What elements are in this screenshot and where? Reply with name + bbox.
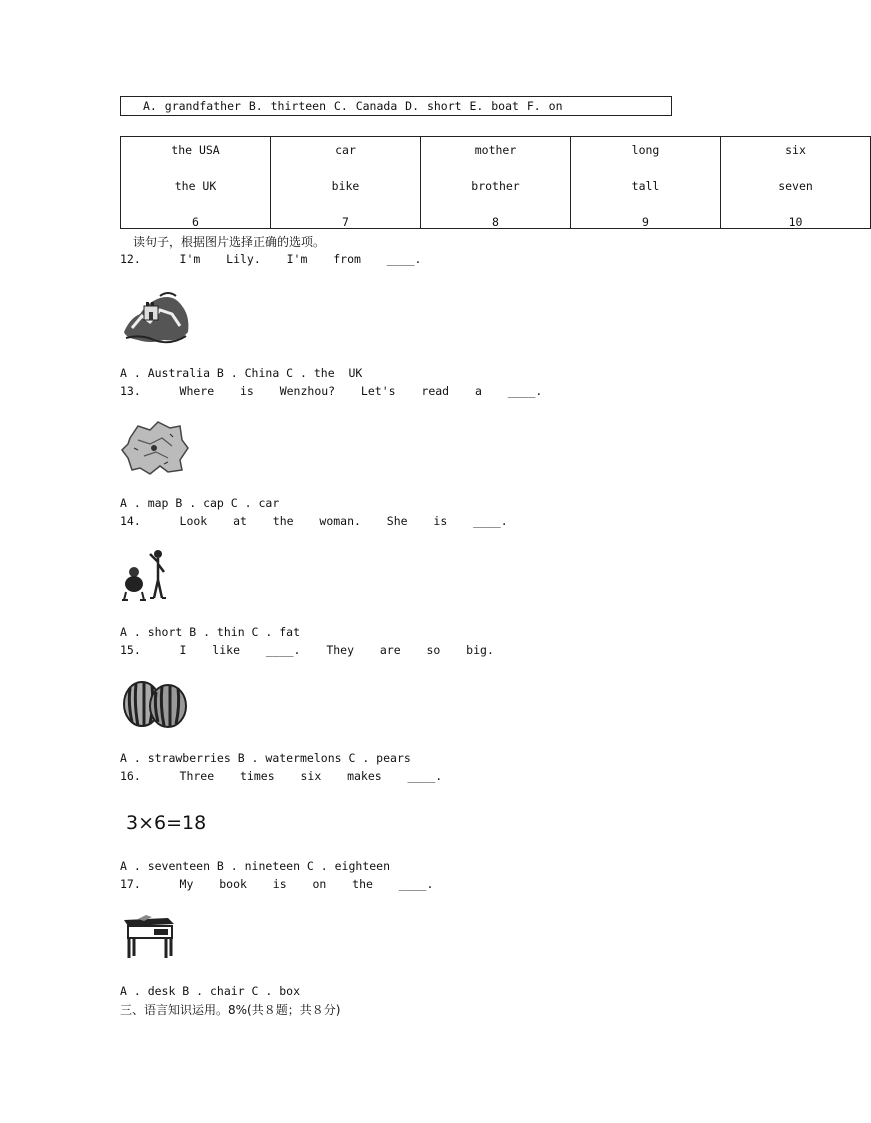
map-icon <box>120 418 190 481</box>
word-grid-table <box>120 136 871 229</box>
grid-word-2: tall <box>631 179 660 193</box>
grid-word-1: six <box>785 143 806 157</box>
options-14: A . short B . thin C . fat <box>120 625 301 639</box>
grid-word-1: mother <box>474 143 517 157</box>
grid-word-1: the USA <box>171 143 220 157</box>
options-17: A . desk B . chair C . box <box>120 984 301 998</box>
question-13: 13. Where is Wenzhou? Let's read a ____. <box>120 384 543 398</box>
grid-number: 6 <box>192 215 199 229</box>
grid-word-2: seven <box>778 179 813 193</box>
grid-cell <box>421 137 571 229</box>
great-wall-icon <box>120 288 192 349</box>
people-icon <box>120 546 172 607</box>
grid-number: 7 <box>342 215 349 229</box>
grid-number: 9 <box>642 215 649 229</box>
grid-cell <box>571 137 721 229</box>
question-15: 15. I like ____. They are so big. <box>120 643 494 657</box>
grid-cell <box>721 137 871 229</box>
section-instruction: 读句子，根据图片选择正确的选项。 <box>133 235 326 249</box>
question-17: 17. My book is on the ____. <box>120 877 434 891</box>
grid-cell <box>121 137 271 229</box>
options-13: A . map B . cap C . car <box>120 496 280 510</box>
options-16: A . seventeen B . nineteen C . eighteen <box>120 859 391 873</box>
desk-icon <box>120 910 176 965</box>
grid-word-2: brother <box>471 179 520 193</box>
word-grid <box>120 136 813 231</box>
grid-word-1: car <box>335 143 356 157</box>
question-12: 12. I'm Lily. I'm from ____. <box>120 252 422 266</box>
question-14: 14. Look at the woman. She is ____. <box>120 514 508 528</box>
word-bank-box <box>120 96 672 116</box>
grid-word-1: long <box>631 143 660 157</box>
section-three-title: 三、语言知识运用。8%(共８题；共８分) <box>120 1003 341 1017</box>
equation-image: 3×6=18 <box>126 812 207 834</box>
grid-word-2: bike <box>331 179 360 193</box>
question-16: 16. Three times six makes ____. <box>120 769 443 783</box>
grid-number: 8 <box>492 215 499 229</box>
options-12: A . Australia B . China C . the UK <box>120 366 363 380</box>
word-bank-text: A. grandfather B. thirteen C. Canada D. short E. boat F. on <box>143 99 563 113</box>
watermelons-icon <box>120 676 190 735</box>
grid-cell <box>271 137 421 229</box>
options-15: A . strawberries B . watermelons C . pears <box>120 751 411 765</box>
grid-word-2: the UK <box>174 179 217 193</box>
grid-number: 10 <box>788 215 803 229</box>
